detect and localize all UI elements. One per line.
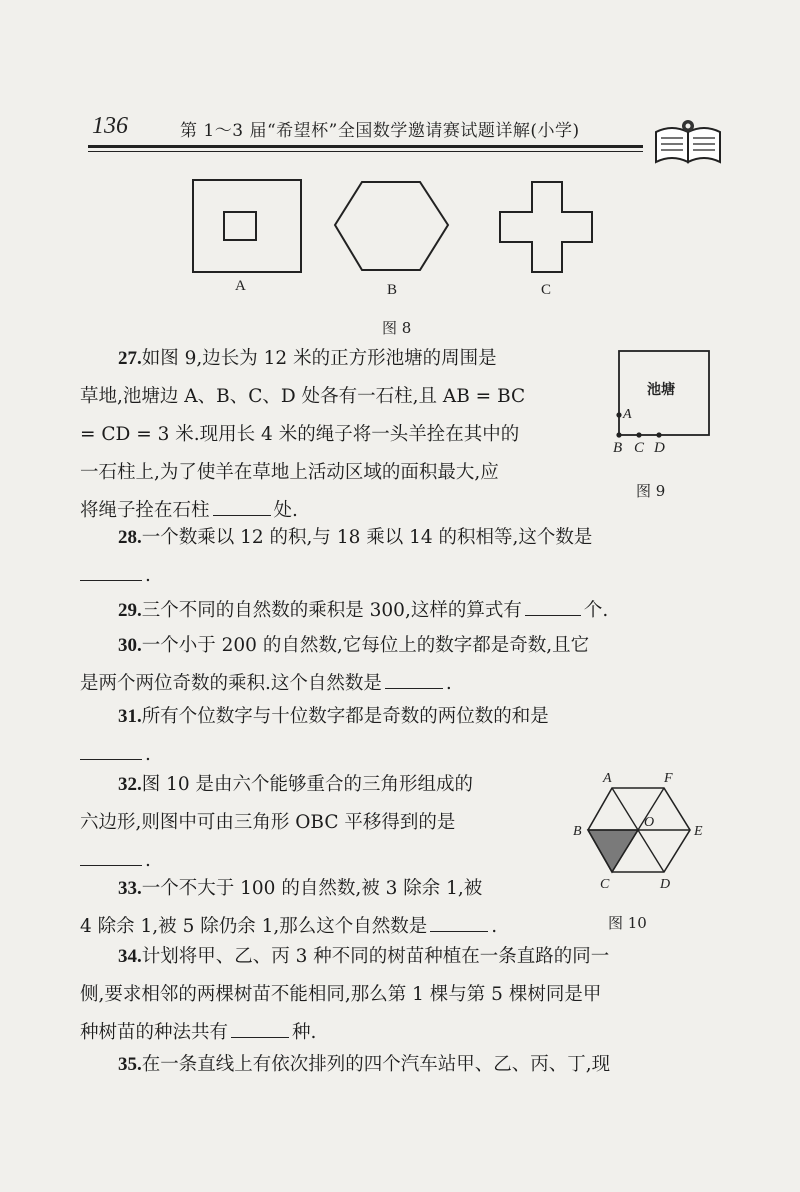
point-label-f: F [664,771,673,786]
pond-label: 池塘 [647,382,675,398]
question-text-line: 在一条直线上有依次排列的四个汽车站甲、乙、丙、丁,现 [141,1054,611,1075]
figure-9 [605,345,715,465]
question-32 [80,766,580,880]
question-text-line: . [145,744,151,765]
point-label-c: C [634,440,645,456]
question-text-line: 一个不大于 100 的自然数,被 3 除余 1,被 [141,878,483,899]
figure-10 [570,768,720,898]
figure-8-label-b: B [387,282,398,298]
figure-8-shape-a-outer-square [193,180,301,272]
answer-blank [80,741,142,760]
question-number: 29. [118,600,142,621]
point-label-a: A [623,407,632,422]
question-text-line: . [145,850,151,871]
point-label-b: B [573,824,582,839]
header-rule-thin [88,151,643,152]
question-text-line: . [445,673,452,694]
point-label-a: A [603,771,612,786]
figure-8-caption: 图 8 [382,319,412,337]
figure-8-label-a: A [235,278,246,294]
question-text-line: = CD = 3 米.现用长 4 米的绳子将一头羊拴在其中的 [80,424,520,445]
question-28 [80,519,720,595]
answer-blank [213,497,271,516]
question-text-line: 种树苗的种法共有 [80,1022,229,1043]
running-title: 第 1～3 届“希望杯”全国数学邀请赛试题详解(小学) [180,121,580,141]
page-number: 136 [92,113,128,139]
question-text-line: 一石柱上,为了使羊在草地上活动区域的面积最大,应 [80,462,499,483]
question-number: 34. [118,946,142,967]
open-book-icon [652,118,724,166]
question-text-line: 所有个位数字与十位数字都是奇数的两位数的和是 [141,706,549,727]
question-text-line: 如图 9,边长为 12 米的正方形池塘的周围是 [141,348,497,369]
question-30 [80,627,720,703]
answer-blank [430,913,488,932]
question-text-line: 是两个两位奇数的乘积.这个自然数是 [80,673,382,694]
stone-post-b [616,432,621,437]
question-number: 33. [118,878,142,899]
question-text-line: 个. [583,600,609,621]
point-label-c: C [600,877,610,892]
stone-post-a [616,412,621,417]
question-text-line: 六边形,则图中可由三角形 OBC 平移得到的是 [80,812,456,833]
question-text-line: 处. [273,500,298,521]
question-text-line: 侧,要求相邻的两棵树苗不能相同,那么第 1 棵与第 5 棵树同是甲 [80,984,602,1005]
figure-8-shape-b-hexagon [335,182,448,270]
figure-8 [180,170,620,300]
question-text-line: . [491,916,498,937]
question-34 [80,938,730,1052]
question-text-line: 4 除余 1,被 5 除仍余 1,那么这个自然数是 [80,916,428,937]
question-text-line: 一个数乘以 12 的积,与 18 乘以 14 的积相等,这个数是 [141,527,593,548]
question-text-line: 三个不同的自然数的乘积是 300,这样的算式有 [141,600,522,621]
question-text-line: 草地,池塘边 A、B、C、D 处各有一石柱,且 AB = BC [80,386,526,407]
question-number: 35. [118,1054,142,1075]
answer-blank [385,670,443,689]
point-label-d: D [660,877,671,892]
question-33 [80,870,580,946]
answer-blank [231,1019,289,1038]
question-number: 28. [118,527,142,548]
stone-post-d [656,432,661,437]
stone-post-c [636,432,641,437]
question-number: 31. [118,706,142,727]
question-35 [80,1046,730,1084]
figure-8-shape-c-cross [500,182,592,272]
figure-9-caption: 图 9 [636,482,666,500]
question-text-line: 将绳子拴在石柱 [80,500,210,521]
question-31 [80,698,720,774]
answer-blank [80,847,142,866]
point-label-e: E [694,824,703,839]
figure-10-caption: 图 10 [608,914,647,932]
question-number: 30. [118,635,142,656]
question-29 [80,592,720,630]
answer-blank [80,562,142,581]
figure-8-label-c: C [541,282,552,298]
question-27 [80,340,610,530]
point-label-o: O [644,815,655,830]
answer-blank [525,597,581,616]
triangle-obc-shaded [588,830,638,872]
point-label-b: B [613,440,623,456]
question-text-line: 一个小于 200 的自然数,它每位上的数字都是奇数,且它 [141,635,590,656]
figure-8-shape-a-inner-square [224,212,256,240]
question-text-line: 计划将甲、乙、丙 3 种不同的树苗种植在一条直路的同一 [141,946,610,967]
question-number: 32. [118,774,142,795]
question-text-line: 图 10 是由六个能够重合的三角形组成的 [141,774,474,795]
question-text-line: 种. [292,1022,317,1043]
question-number: 27. [118,348,142,369]
header-rule-thick [88,145,643,148]
point-label-d: D [654,440,665,456]
question-text-line: . [145,565,151,586]
